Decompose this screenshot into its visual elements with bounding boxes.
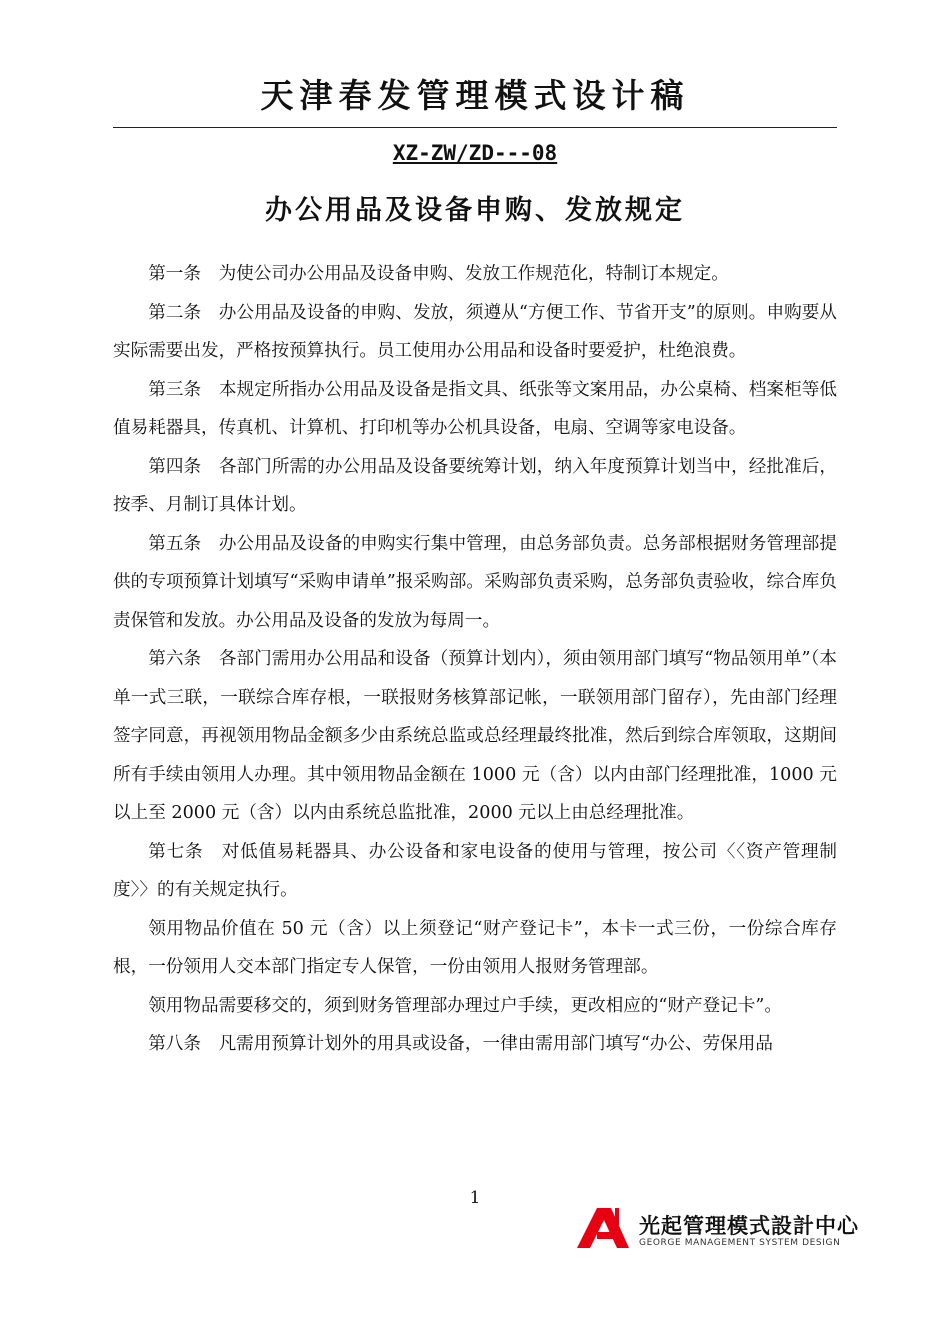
company-logo [575,1208,859,1253]
header-title: 天津春发管理模式设计稿 [260,76,690,115]
page-number: 1 [469,1188,481,1208]
paragraph-article-4: 第四条 各部门所需的办公用品及设备要统筹计划，纳入年度预算计划当中，经批准后，按季、月制订具体计划。 [113,456,837,515]
paragraph-article-1: 第一条 为使公司办公用品及设备申购、发放工作规范化，特制订本规定。 [148,264,729,284]
paragraph-article-2: 第二条 办公用品及设备的申购、发放，须遵从“方便工作、节省开支”的原则。申购要从实际需要出发，严格按预算执行。员工使用办公用品和设备时要爱护，杜绝浪费。 [113,302,837,361]
header-divider [113,127,837,128]
paragraph-property-card: 领用物品价值在 50 元（含）以上须登记“财产登记卡”，本卡一式三份，一份综合库存根，一份领用人交本部门指定专人保管，一份由领用人报财务管理部。 [113,918,837,977]
document-title: 办公用品及设备申购、发放规定 [265,195,685,226]
paragraph-article-5: 第五条 办公用品及设备的申购实行集中管理，由总务部负责。总务部根据财务管理部提供的专项预算计划填写“采购申请单”报采购部。采购部负责采购，总务部负责验收，综合库负责保管和发放。办公用品及设备的发放为每周一。 [113,533,837,631]
document-body [113,255,837,1064]
paragraph-article-7: 第七条 对低值易耗器具、办公设备和家电设备的使用与管理，按公司〈〈资产管理制度〉〉的有关规定执行。 [113,841,837,900]
letter-a-logo-icon [575,1208,631,1248]
paragraph-article-8: 第八条 凡需用预算计划外的用具或设备，一律由需用部门填写“办公、劳保用品 [148,1034,773,1054]
paragraph-article-6: 第六条 各部门需用办公用品和设备（预算计划内），须由领用部门填写“物品领用单”（本单一式三联，一联综合库存根，一联报财务核算部记帐，一联领用部门留存），先由部门经理签字同意，再视领用物品金额多少由系统总监或总经理最终批准，然后到综合库领取，这期间所有手续由领用人办理。其中领用物品金额在 1000 元（含）以内由部门经理批准，1000 元以上至 2000 元（含）以内由系统总监批准，2000 元以上由总经理批准。 [113,649,837,823]
document-code: XZ-ZW/ZD---08 [392,141,558,165]
paragraph-article-3: 第三条 本规定所指办公用品及设备是指文具、纸张等文案用品，办公桌椅、档案柜等低值易耗器具，传真机、计算机、打印机等办公机具设备，电扇、空调等家电设备。 [113,379,837,438]
paragraph-transfer: 领用物品需要移交的，须到财务管理部办理过户手续，更改相应的“财产登记卡”。 [148,995,782,1016]
logo-name-cn: 光起管理模式設計中心 [639,1214,859,1238]
logo-name-en: GEORGE MANAGEMENT SYSTEM DESIGN [639,1238,841,1248]
